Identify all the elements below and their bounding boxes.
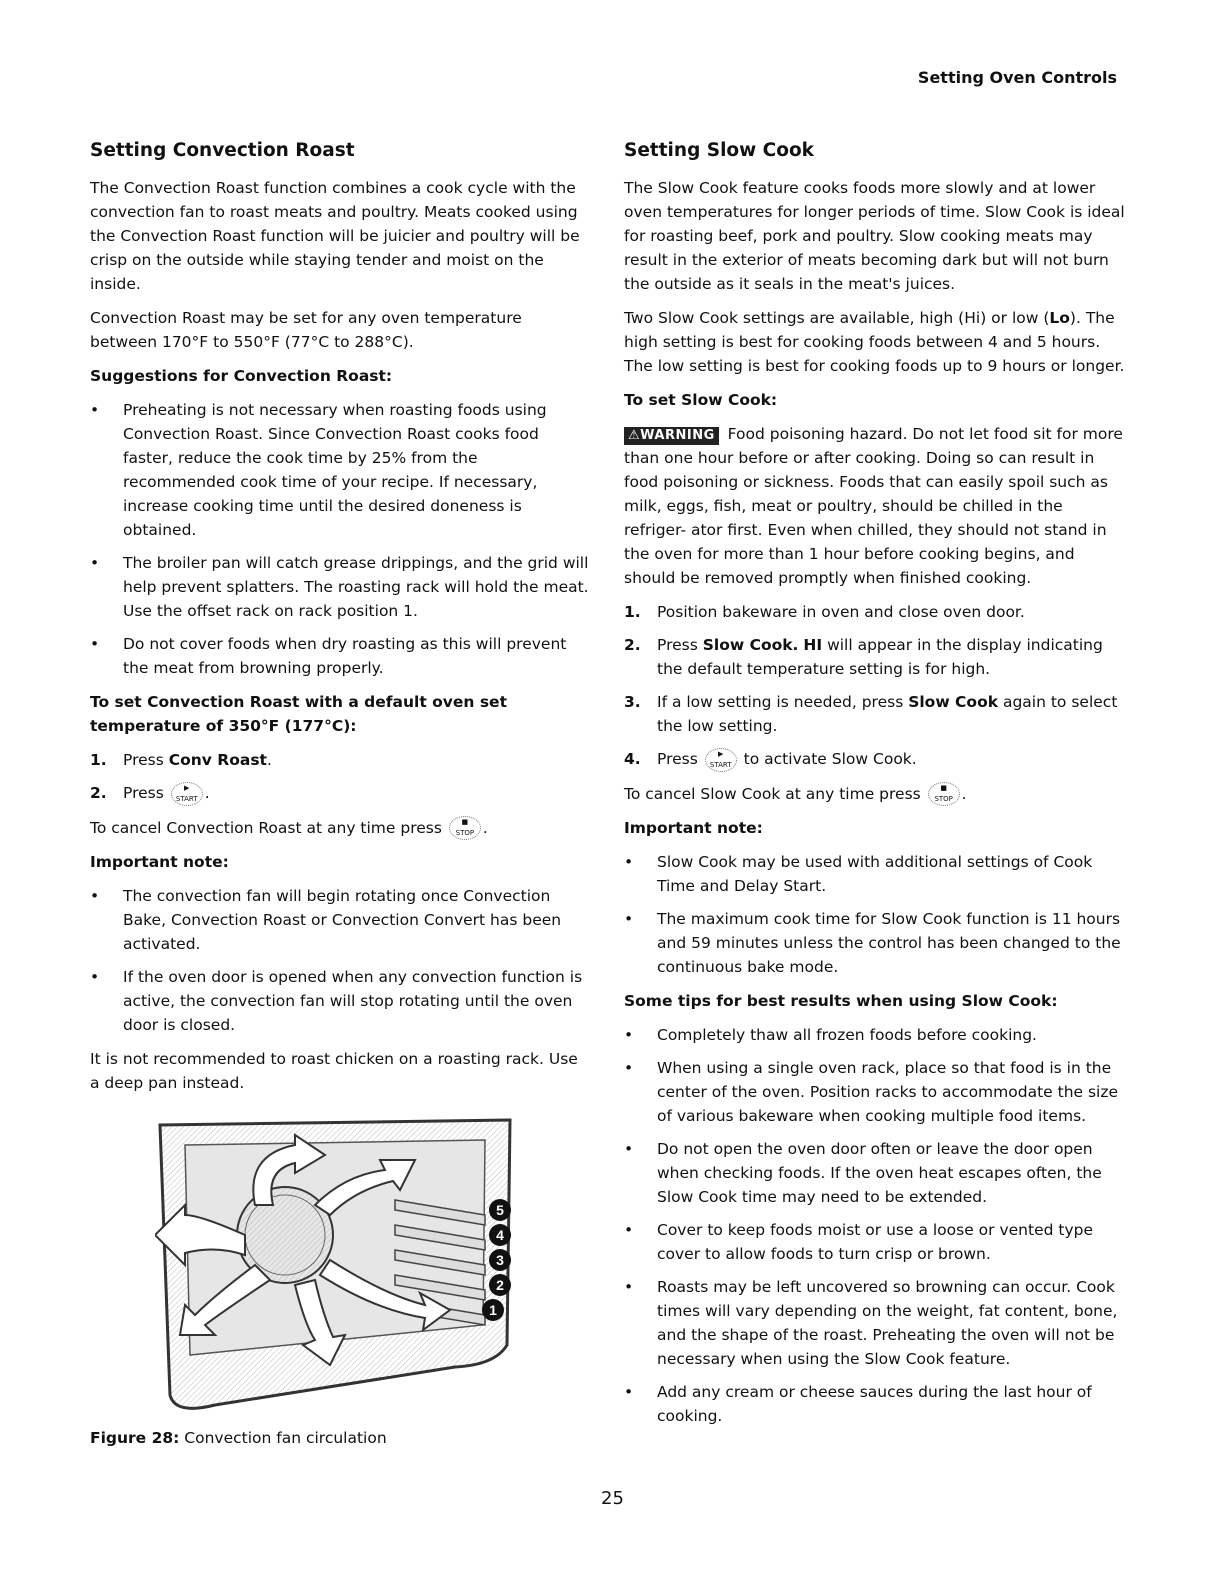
step-text: Press bbox=[657, 636, 703, 654]
rack-1-label: 1 bbox=[489, 1302, 497, 1318]
set-convection-roast-title: To set Convection Roast with a default oven set temperature of 350°F (177°C): bbox=[90, 693, 507, 735]
slow-cook-key-label: Slow Cook. bbox=[702, 636, 799, 654]
step-text: Press bbox=[123, 784, 164, 802]
warning-text: Food poisoning hazard. Do not let food sit for more than one hour before or after cooking. Doing so can result in food poisoning or sickness. Foods that can easily spoil such as milk, eggs, fish, meat or poultry, should be chilled in the refriger- ator first. Even when chilled, they should not stand in the oven for more than 1 hour before cooking begins, and should be removed promptly when finished cooking. bbox=[624, 425, 1123, 587]
slow-cook-settings bbox=[624, 306, 1129, 378]
list-item: • Do not cover foods when dry roasting as this will prevent the meat from browning properly. bbox=[90, 632, 592, 680]
tips-list bbox=[624, 1023, 1129, 1428]
cancel-punct: . bbox=[961, 784, 967, 803]
suggestions-list bbox=[90, 398, 592, 680]
stop-button-icon bbox=[928, 782, 960, 806]
step-number: 2. bbox=[90, 784, 107, 802]
tips-title: Some tips for best results when using Slow Cook: bbox=[624, 992, 1058, 1010]
stop-square-icon: ■ bbox=[461, 818, 469, 826]
step-item bbox=[624, 600, 1129, 624]
important-note-title: Important note: bbox=[90, 853, 229, 871]
oven-illustration bbox=[155, 1115, 515, 1420]
step-item bbox=[624, 747, 1129, 772]
step-number: 3. bbox=[624, 693, 641, 711]
stop-label: STOP bbox=[455, 829, 475, 837]
right-column bbox=[624, 138, 1129, 1438]
step-number: 2. bbox=[624, 636, 641, 654]
list-item: • Slow Cook may be used with additional settings of Cook Time and Delay Start. bbox=[624, 850, 1129, 898]
warning-badge: ⚠WARNING bbox=[624, 427, 719, 445]
convection-roast-range: Convection Roast may be set for any oven temperature between 170°F to 550°F (77°C to 288°C). bbox=[90, 309, 522, 351]
step-item bbox=[90, 781, 592, 806]
lo-setting-label: Lo bbox=[1049, 309, 1070, 327]
step-text-end: will appear in the display indicating the default temperature setting is for high. bbox=[657, 636, 1103, 678]
figure-caption-text: Convection fan circulation bbox=[179, 1429, 387, 1447]
list-item: • The maximum cook time for Slow Cook function is 11 hours and 59 minutes unless the control has been changed to the continuous bake mode. bbox=[624, 907, 1129, 979]
list-item: • Do not open the oven door often or leave the door open when checking foods. If the oven heat escapes often, the Slow Cook time may need to be extended. bbox=[624, 1137, 1129, 1209]
set-slow-cook-title: To set Slow Cook: bbox=[624, 391, 778, 409]
stop-square-icon: ■ bbox=[940, 784, 947, 792]
step-text: If a low setting is needed, press bbox=[657, 693, 909, 711]
important-note-title: Important note: bbox=[624, 819, 763, 837]
rack-3-label: 3 bbox=[496, 1252, 504, 1268]
start-button-icon bbox=[705, 748, 737, 772]
step-punct: . bbox=[204, 784, 210, 802]
slow-cook-intro: The Slow Cook feature cooks foods more slowly and at lower oven temperatures for longer periods of time. Slow Cook is ideal for roasting beef, pork and poultry. Slow cooking meats may result in the exterior of meats becoming dark but will not burn the outside as it seals in the meat's juices. bbox=[624, 179, 1125, 293]
convection-roast-intro: The Convection Roast function combines a cook cycle with the convection fan to roast meats and poultry. Meats cooked using the Convection Roast function will be juicier and poultry will be crisp on the outside while staying tender and moist on the inside. bbox=[90, 179, 580, 293]
figure-caption bbox=[90, 1426, 592, 1450]
list-item: • Add any cream or cheese sauces during the last hour of cooking. bbox=[624, 1380, 1129, 1428]
convection-roast-steps bbox=[90, 748, 592, 806]
rack-2-label: 2 bbox=[496, 1277, 504, 1293]
play-icon: ▶ bbox=[184, 783, 190, 792]
play-icon: ▶ bbox=[718, 749, 724, 758]
slow-cook-steps bbox=[624, 600, 1129, 772]
left-column bbox=[90, 138, 592, 1450]
rack-5-label: 5 bbox=[496, 1202, 504, 1218]
start-label: START bbox=[175, 794, 198, 803]
stop-button-icon bbox=[449, 816, 481, 840]
step-text: Press bbox=[657, 750, 698, 768]
step-number: 1. bbox=[90, 751, 107, 769]
page-number: 25 bbox=[601, 1488, 624, 1509]
slow-cook-key-label: Slow Cook bbox=[908, 693, 999, 711]
settings-text: Two Slow Cook settings are available, high (Hi) or low ( bbox=[624, 309, 1050, 327]
step-number: 4. bbox=[624, 750, 641, 768]
rack-4-label: 4 bbox=[496, 1227, 504, 1243]
step-item bbox=[90, 748, 592, 772]
slow-cook-cancel bbox=[624, 782, 1129, 807]
important-note-list bbox=[624, 850, 1129, 979]
slow-cook-title: Setting Slow Cook bbox=[624, 140, 814, 161]
stop-label: STOP bbox=[934, 795, 953, 803]
convection-roast-cancel bbox=[90, 816, 592, 841]
chicken-note: It is not recommended to roast chicken on a roasting rack. Use a deep pan instead. bbox=[90, 1050, 578, 1092]
cancel-text: To cancel Slow Cook at any time press bbox=[624, 784, 921, 803]
list-item: • Completely thaw all frozen foods before cooking. bbox=[624, 1023, 1129, 1047]
step-text-end: to activate Slow Cook. bbox=[743, 750, 917, 768]
settings-text-end: ). The high setting is best for cooking foods between 4 and 5 hours. The low setting is best for cooking foods up to 9 hours or longer. bbox=[624, 309, 1125, 375]
figure-label: Figure 28: bbox=[90, 1429, 180, 1447]
step-text: Position bakeware in oven and close oven door. bbox=[657, 603, 1025, 621]
step-item bbox=[624, 690, 1129, 738]
step-punct: . bbox=[266, 751, 272, 769]
warning-paragraph bbox=[624, 422, 1129, 590]
step-item bbox=[624, 633, 1129, 681]
page-header: Setting Oven Controls bbox=[917, 68, 1117, 87]
cancel-punct: . bbox=[482, 818, 488, 837]
list-item: • When using a single oven rack, place so that food is in the center of the oven. Position racks to accommodate the size of various bakeware when cooking multiple food items. bbox=[624, 1056, 1129, 1128]
step-text-end: again to select the low setting. bbox=[657, 693, 1118, 735]
start-label: START bbox=[709, 760, 732, 769]
conv-roast-key-label: Conv Roast bbox=[168, 751, 267, 769]
step-number: 1. bbox=[624, 603, 641, 621]
important-note-list bbox=[90, 884, 592, 1037]
list-item: • The convection fan will begin rotating once Convection Bake, Convection Roast or Convection Convert has been activated. bbox=[90, 884, 592, 956]
list-item: • Roasts may be left uncovered so browning can occur. Cook times will vary depending on the weight, fat content, bone, and the shape of the roast. Preheating the oven will not be necessary when using the Slow Cook feature. bbox=[624, 1275, 1129, 1371]
list-item: • Cover to keep foods moist or use a loose or vented type cover to allow foods to turn crisp or brown. bbox=[624, 1218, 1129, 1266]
step-text: Press bbox=[123, 751, 169, 769]
convection-fan-figure bbox=[155, 1115, 515, 1420]
suggestions-title: Suggestions for Convection Roast: bbox=[90, 367, 393, 385]
list-item: • If the oven door is opened when any convection function is active, the convection fan will stop rotating until the oven door is closed. bbox=[90, 965, 592, 1037]
start-button-icon bbox=[171, 782, 203, 806]
convection-roast-title: Setting Convection Roast bbox=[90, 140, 355, 161]
cancel-text: To cancel Convection Roast at any time press bbox=[90, 818, 442, 837]
hi-display-label: HI bbox=[803, 636, 823, 654]
list-item: • The broiler pan will catch grease drippings, and the grid will help prevent splatters. The roasting rack will hold the meat. Use the offset rack on rack position 1. bbox=[90, 551, 592, 623]
list-item: • Preheating is not necessary when roasting foods using Convection Roast. Since Convection Roast cooks food faster, reduce the cook time by 25% from the recommended cook time of your recipe. If necessary, increase cooking time until the desired doneness is obtained. bbox=[90, 398, 592, 542]
